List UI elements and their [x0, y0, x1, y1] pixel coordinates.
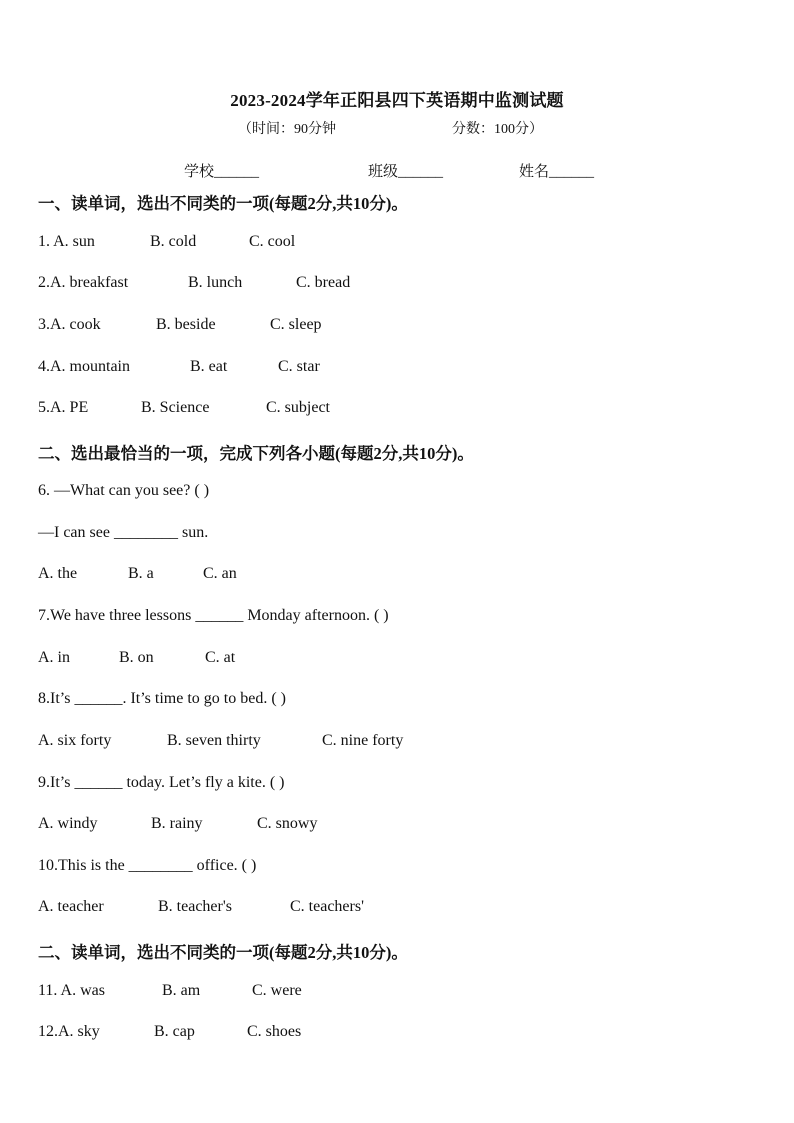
- q3-option-b: B. beside: [156, 316, 216, 333]
- question-1: [38, 233, 296, 251]
- q11-option-b: B. am: [162, 982, 201, 999]
- q9-option-a: A. windy: [38, 815, 98, 832]
- question-4: [38, 358, 320, 376]
- q12-option-c: C. shoes: [247, 1023, 302, 1040]
- section-heading-1: 一、读单词，选出不同类的一项(每题2分,共10分)。: [38, 194, 408, 213]
- q6-option-a: A. the: [38, 565, 78, 582]
- q9-option-c: C. snowy: [257, 815, 318, 832]
- q5-option-b: B. Science: [141, 399, 210, 416]
- question-10-options: [38, 898, 364, 916]
- q12-option-b: B. cap: [154, 1023, 195, 1040]
- q6-option-b: B. a: [128, 565, 154, 582]
- question-3: [38, 316, 322, 334]
- class-field: 班级______: [368, 164, 444, 180]
- q7-option-a: A. in: [38, 649, 70, 666]
- q8-option-c: C. nine forty: [322, 732, 404, 749]
- section-heading-3: 二、读单词，选出不同类的一项(每题2分,共10分)。: [38, 943, 408, 962]
- question-6-stem: 6. —What can you see? ( ): [38, 482, 210, 499]
- question-6-reply: —I can see ________ sun.: [38, 524, 209, 541]
- q4-option-c: C. star: [278, 358, 320, 375]
- q3-option-a: 3.A. cook: [38, 316, 101, 333]
- question-12: [38, 1023, 302, 1041]
- q2-option-b: B. lunch: [188, 274, 243, 291]
- page-title: 2023-2024学年正阳县四下英语期中监测试题: [230, 91, 564, 110]
- q10-option-c: C. teachers': [290, 898, 364, 915]
- q10-option-a: A. teacher: [38, 898, 104, 915]
- school-field: 学校______: [184, 164, 260, 180]
- question-9-stem: 9.It’s ______ today. Let’s fly a kite. ( ): [38, 774, 285, 791]
- question-9-options: [38, 815, 318, 833]
- question-5: [38, 399, 330, 417]
- q1-option-b: B. cold: [150, 233, 197, 250]
- q7-option-b: B. on: [119, 649, 154, 666]
- time-info: （时间：90分钟: [238, 122, 336, 137]
- q1-option-a: 1. A. sun: [38, 233, 95, 250]
- question-7-stem: 7.We have three lessons ______ Monday afternoon. ( ): [38, 607, 389, 624]
- q12-option-a: 12.A. sky: [38, 1023, 100, 1040]
- question-8-options: [38, 732, 404, 750]
- q11-option-a: 11. A. was: [38, 982, 105, 999]
- q5-option-c: C. subject: [266, 399, 330, 416]
- q6-option-c: C. an: [203, 565, 237, 582]
- question-10-stem: 10.This is the ________ office. ( ): [38, 857, 257, 874]
- q8-option-a: A. six forty: [38, 732, 112, 749]
- q3-option-c: C. sleep: [270, 316, 322, 333]
- q4-option-a: 4.A. mountain: [38, 358, 130, 375]
- question-11: [38, 982, 302, 1000]
- q9-option-b: B. rainy: [151, 815, 203, 832]
- q10-option-b: B. teacher's: [158, 898, 232, 915]
- q5-option-a: 5.A. PE: [38, 399, 89, 416]
- question-8-stem: 8.It’s ______. It’s time to go to bed. ( ): [38, 690, 286, 707]
- question-2: [38, 274, 351, 292]
- question-6-options: [38, 565, 237, 583]
- q1-option-c: C. cool: [249, 233, 296, 250]
- q2-option-a: 2.A. breakfast: [38, 274, 129, 291]
- q2-option-c: C. bread: [296, 274, 351, 291]
- q11-option-c: C. were: [252, 982, 302, 999]
- score-info: 分数：100分）: [452, 122, 543, 137]
- section-heading-2: 二、选出最恰当的一项，完成下列各小题(每题2分,共10分)。: [38, 444, 474, 463]
- q8-option-b: B. seven thirty: [167, 732, 261, 749]
- question-7-options: [38, 649, 236, 667]
- q4-option-b: B. eat: [190, 358, 228, 375]
- q7-option-c: C. at: [205, 649, 236, 666]
- name-field: 姓名______: [519, 164, 595, 180]
